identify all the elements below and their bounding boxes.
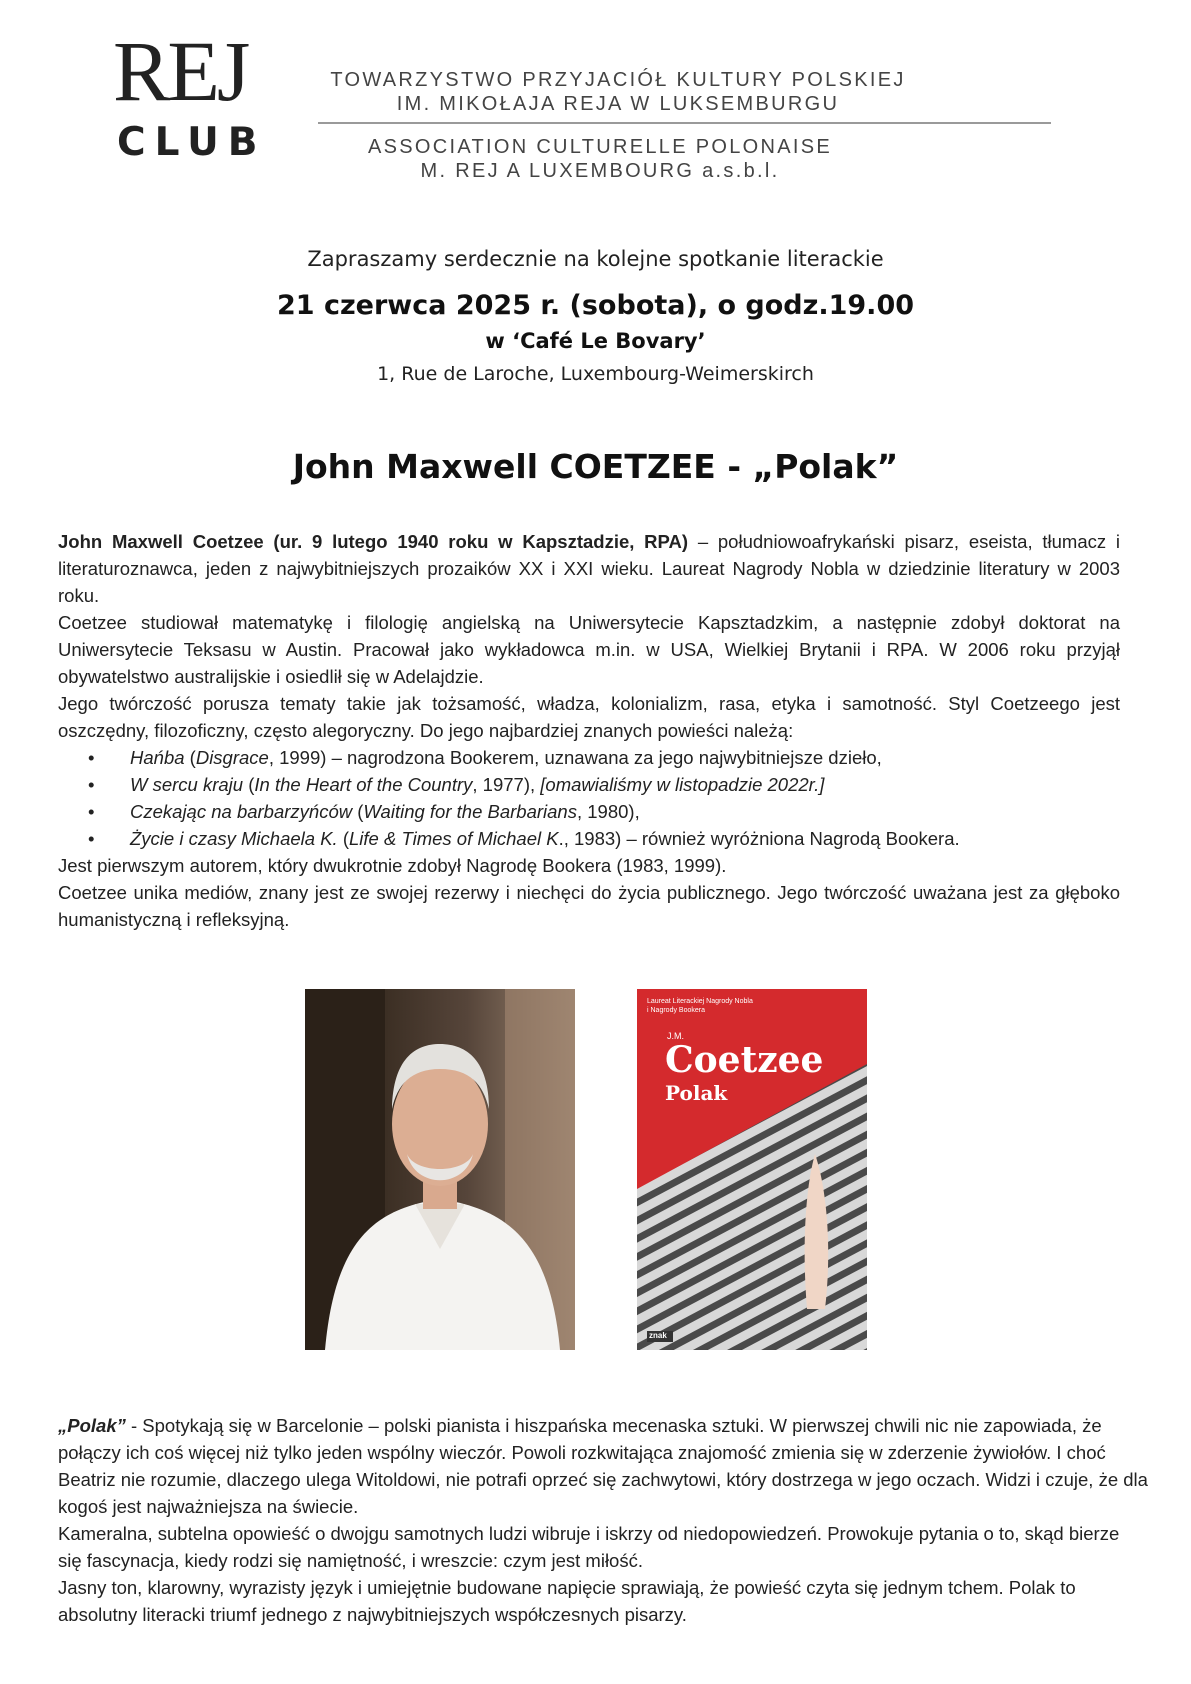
header-fr-line2: M. REJ A LUXEMBOURG a.s.b.l. (420, 160, 780, 182)
logo-club: CLUB (117, 120, 267, 165)
header-fr-line1: ASSOCIATION CULTURELLE POLONAISE (367, 136, 833, 158)
bio-paragraph-5: Coetzee unika mediów, znany jest ze swojej rezerwy i niechęci do życia publicznego. Jego twórczość uważana jest za głęboko humanistyczną i refleksyjną. (58, 882, 1120, 930)
bio-paragraph-3: Jego twórczość porusza tematy takie jak tożsamość, władza, kolonializm, rasa, etyka i samotność. Styl Coetzeego jest oszczędny, filozoficzny, często alegoryczny. Do jego najbardziej znanych powieści należą: (58, 693, 1120, 741)
cover-book-title: Polak (665, 1081, 728, 1105)
author-photo (305, 989, 575, 1350)
bio-paragraph-2: Coetzee studiował matematykę i filologię angielską na Uniwersytecie Kapsztadzkim, a następnie zdobył doktorat na Uniwersytecie Teksasu w Austin. Pracował jako wykładowca m.in. w USA, Wielkiej Brytanii i RPA. W 2006 roku przyjął obywatelstwo australijskie i osiedlił się w Adelajdzie. (58, 612, 1120, 687)
portrait-illustration (305, 989, 575, 1350)
author-bio (58, 528, 1120, 933)
bio-paragraph-1: John Maxwell Coetzee (ur. 9 lutego 1940 roku w Kapsztadzie, RPA) – południowoafrykański pisarz, eseista, tłumacz i literaturoznawca, jeden z najwybitniejszych prozaików XX i XXI wieku. Laureat Nagrody Nobla w dziedzinie literatury w 2003 roku. (58, 531, 1120, 606)
list-item: • W sercu kraju (In the Heart of the Country, 1977), [omawialiśmy w listopadzie 2022r.] (130, 771, 1120, 798)
description-paragraph-2: Kameralna, subtelna opowieść o dwojgu samotnych ludzi wibruje i iskrzy od niedopowiedzeń. Prowokuje pytania o to, skąd bierze się fascynacja, kiedy rodzi się namiętność, i wreszcie: czym jest miłość. (58, 1523, 1120, 1571)
list-item: • Życie i czasy Michaela K. (Life & Times of Michael K., 1983) – również wyróżniona Nagrodą Bookera. (130, 825, 1120, 852)
publisher-logo: znak (649, 1331, 667, 1340)
bio-paragraph-4: Jest pierwszym autorem, który dwukrotnie zdobył Nagrodę Bookera (1983, 1999). (58, 855, 727, 876)
description-paragraph-3: Jasny ton, klarowny, wyrazisty język i umiejętnie budowane napięcie sprawiają, że powieść czyta się jednym tchem. Polak to absolutny literacki triumf jednego z najwybitniejszych współczesnych pisarzy. (58, 1577, 1076, 1625)
event-date: 21 czerwca 2025 r. (sobota), o godz.19.00 (276, 290, 915, 321)
book-cover (637, 989, 867, 1350)
book-description (58, 1412, 1148, 1628)
event-address: 1, Rue de Laroche, Luxembourg-Weimerskirch (377, 363, 814, 385)
header-pl-line1: TOWARZYSTWO PRZYJACIÓŁ KULTURY POLSKIEJ (330, 69, 906, 91)
bio-lead: John Maxwell Coetzee (ur. 9 lutego 1940 roku w Kapsztadzie, RPA) (58, 531, 689, 552)
cover-tagline: Laureat Literackiej Nagrody Nobla i Nagrody Bookera (647, 998, 753, 1014)
novel-list (58, 744, 1120, 852)
list-item: • Czekając na barbarzyńców (Waiting for the Barbarians, 1980), (130, 798, 1120, 825)
event-venue: w ‘Café Le Bovary’ (485, 329, 706, 353)
book-title-inline: „Polak” (58, 1415, 126, 1436)
header-divider (318, 122, 1051, 124)
header-french-name (330, 135, 870, 183)
header-pl-line2: IM. MIKOŁAJA REJA W LUKSEMBURGU (396, 93, 840, 115)
logo-rej: REJ (113, 23, 248, 119)
description-paragraph-1: „Polak” - Spotykają się w Barcelonie – polski pianista i hiszpańska mecenaska sztuki. W pierwszej chwili nic nie zapowiada, że połączy ich coś więcej niż tylko jeden wspólny wieczór. Powoli rozkwitająca znajomość zmienia się w zderzenie żywiołów. I choć Beatriz nie rozumie, dlaczego ulega Witoldowi, nie potrafi oprzeć się zachwytowi, który dostrzega w jego oczach. Widzi i czuje, że dla kogoś jest najważniejsza na świecie. (58, 1415, 1148, 1517)
cover-initials: J.M. (667, 1031, 684, 1041)
list-item: • Hańba (Disgrace, 1999) – nagrodzona Bookerem, uznawana za jego najwybitniejsze dzieło, (130, 744, 1120, 771)
cover-author: Coetzee (665, 1039, 824, 1081)
invitation-text: Zapraszamy serdecznie na kolejne spotkanie literackie (307, 247, 884, 271)
header-polish-name (318, 68, 918, 116)
page-title: John Maxwell COETZEE - „Polak” (292, 447, 899, 486)
